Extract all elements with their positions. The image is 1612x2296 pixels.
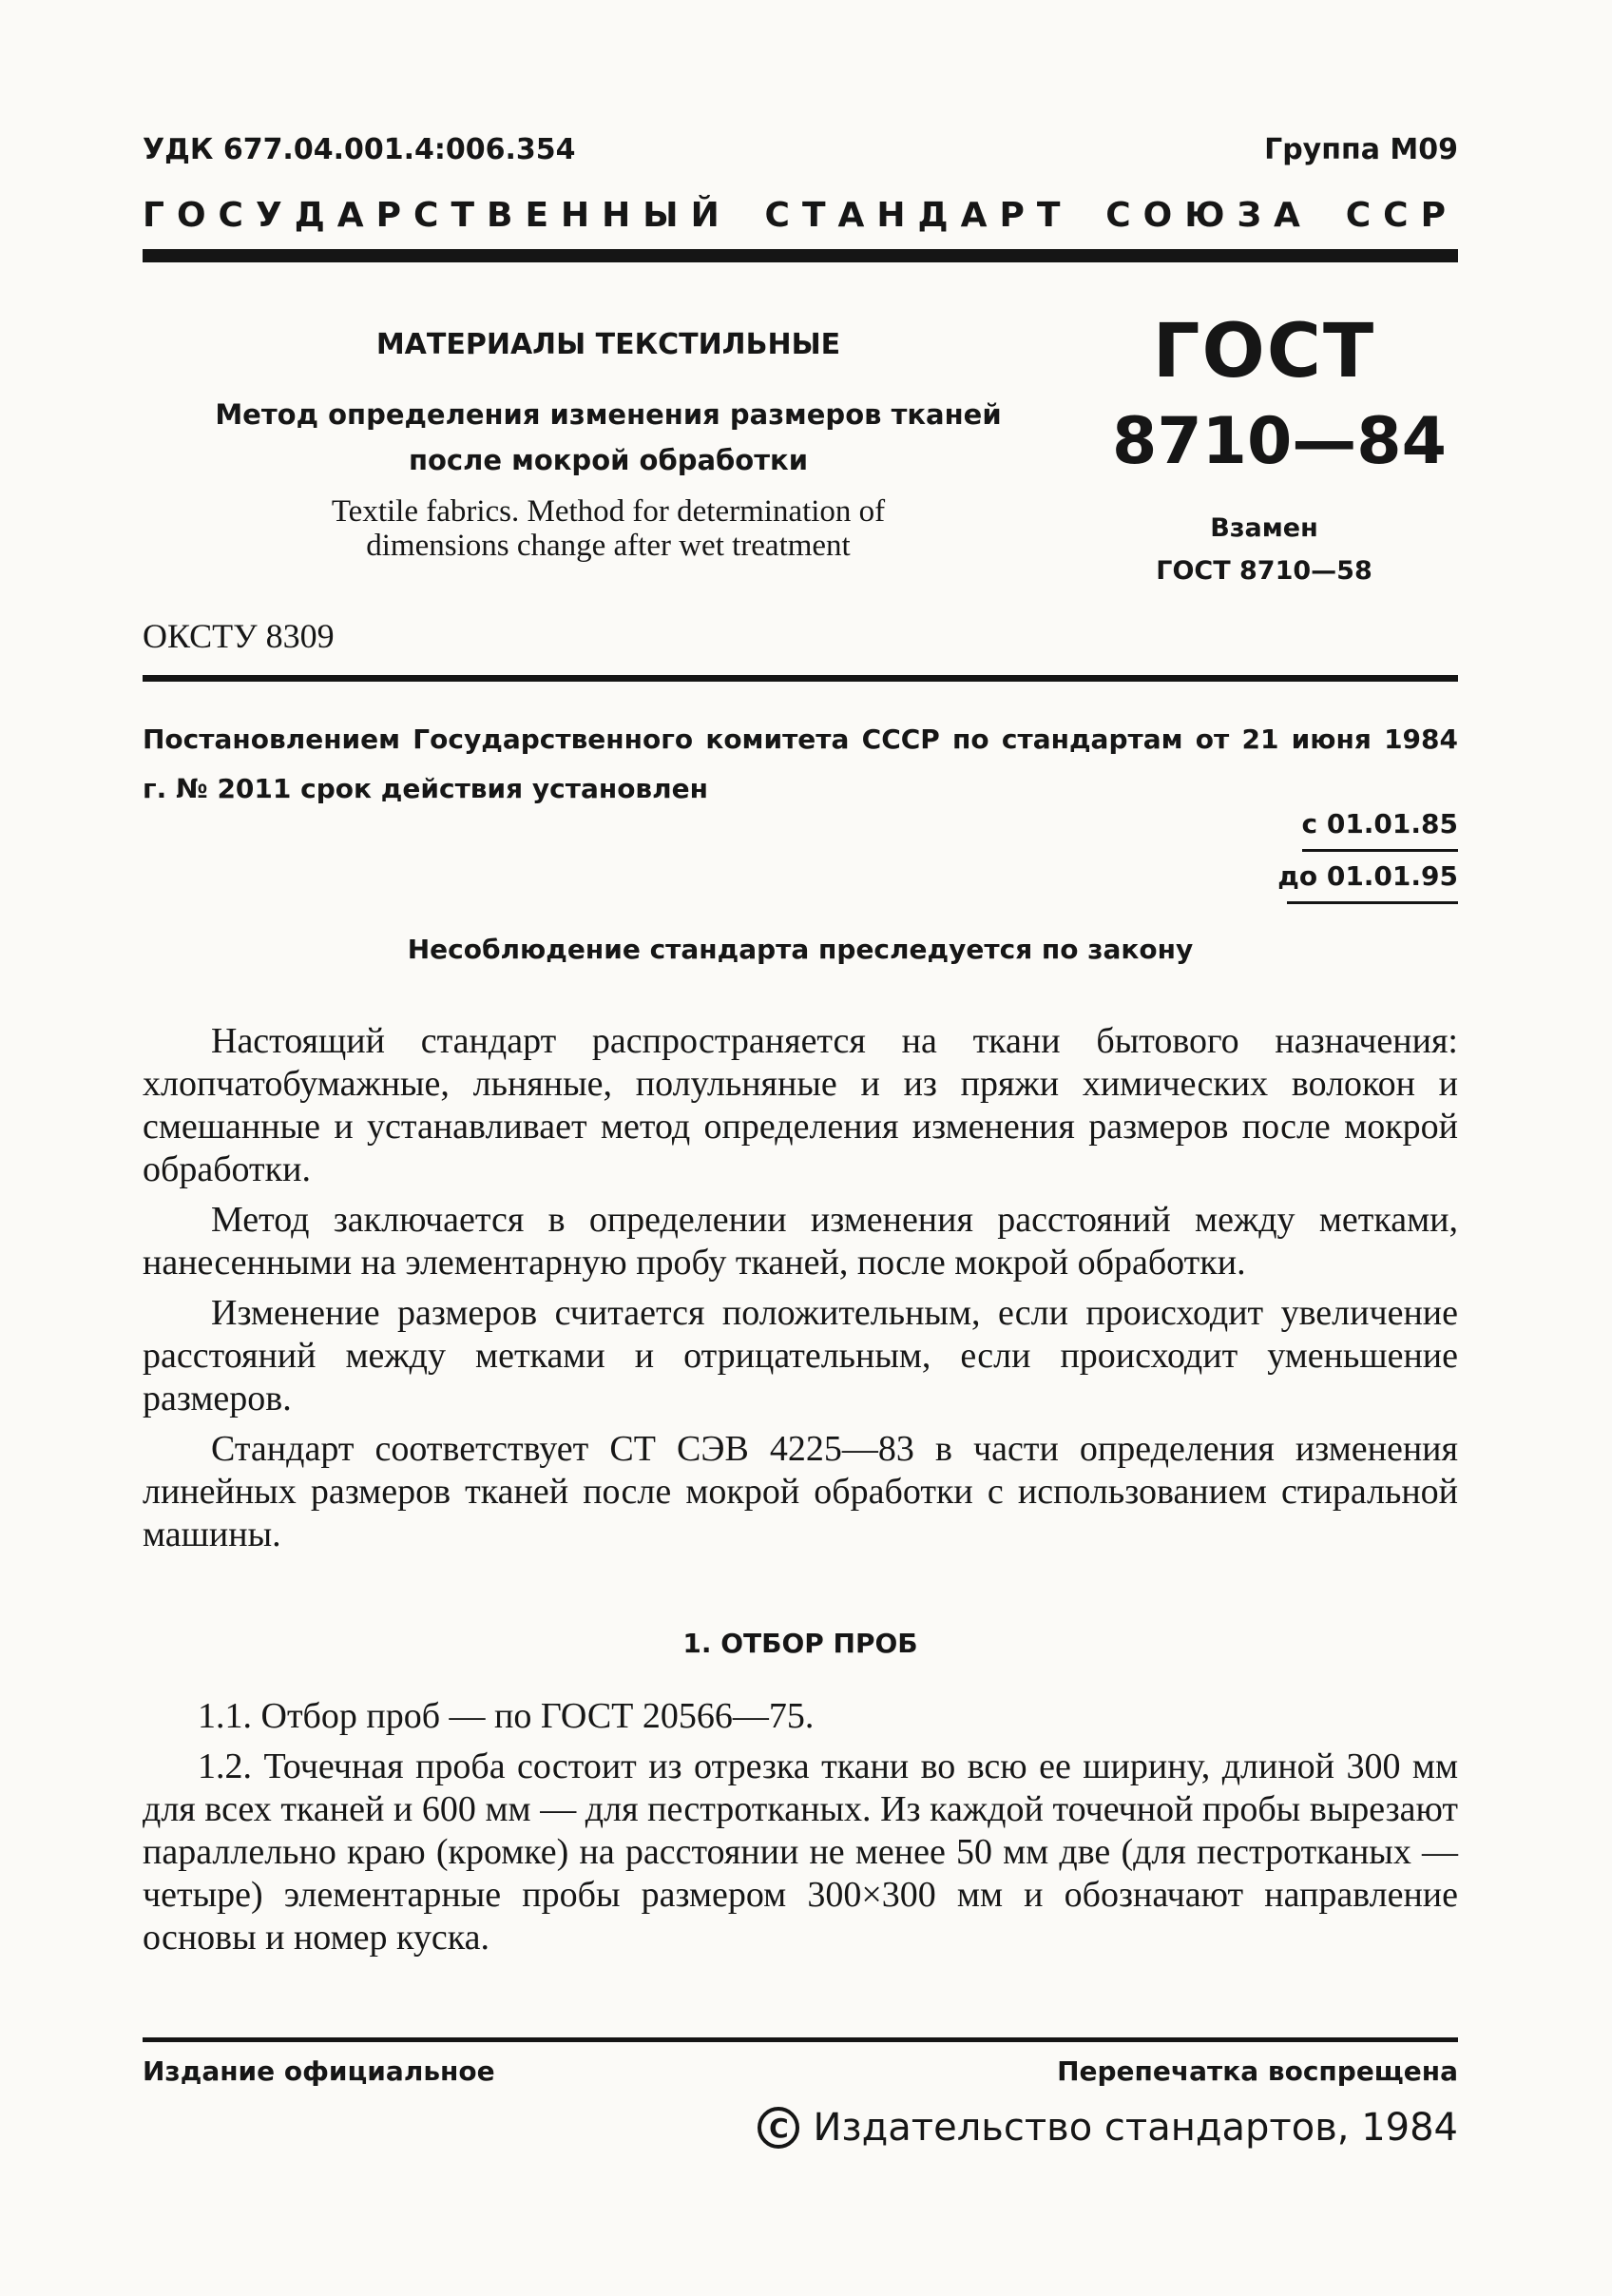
intro-text [143, 1020, 1458, 1564]
state-word-2: СТАНДАРТ [764, 196, 1073, 235]
valid-until-underline [1287, 901, 1458, 904]
footer-rule [143, 2037, 1458, 2042]
subtitle-line-2: после мокрой обработки [408, 444, 809, 476]
state-word-3: СОЮЗА [1105, 196, 1313, 235]
section-paragraph: 1.1. Отбор проб — по ГОСТ 20566—75. [198, 1696, 815, 1736]
header-rule [143, 249, 1458, 262]
reprint-prohibited: Перепечатка воспрещена [1057, 2055, 1458, 2087]
state-standard-heading [143, 196, 1458, 235]
udk-code: УДК 677.04.001.4:006.354 [143, 133, 576, 166]
official-edition: Издание официальное [143, 2055, 495, 2087]
decree-text: Постановлением Государственного комитета СССР по стандартам от 21 июня 1984 г. № 2011 срок действия установлен [143, 724, 1458, 804]
intro-paragraph: Стандарт соответствует СТ СЭВ 4225—83 в части определения изменения линейных размеров тканей после мокрой обработки с использованием стиральной машины. [143, 1429, 1458, 1554]
valid-until: до 01.01.95 [1277, 860, 1458, 892]
publisher-line [758, 2106, 1458, 2150]
gost-label: ГОСТ [1152, 309, 1376, 395]
gost-number: 8710—84 [1112, 404, 1447, 479]
english-line-2: dimensions change after wet treatment [366, 529, 851, 563]
title-english [190, 494, 1027, 563]
subtitle-line-1: Метод определения изменения размеров тканей [215, 398, 1002, 431]
replaces-value: ГОСТ 8710—58 [1156, 556, 1372, 586]
publisher-name: Издательство стандартов, 1984 [813, 2106, 1458, 2150]
legal-warning: Несоблюдение стандарта преследуется по закону [407, 934, 1194, 965]
valid-from-underline [1302, 849, 1458, 852]
state-word-4: ССР [1345, 196, 1458, 235]
title-rule [143, 675, 1458, 682]
section-text [143, 1695, 1458, 1967]
okstu-code: ОКСТУ 8309 [143, 617, 335, 655]
state-word-1: ГОСУДАРСТВЕННЫЙ [143, 196, 732, 235]
title-subtitle [190, 392, 1027, 483]
replaces-label: Взамен [1210, 513, 1318, 543]
section-title: 1. ОТБОР ПРОБ [682, 1628, 918, 1659]
intro-paragraph: Метод заключается в определении изменения расстояний между метками, нанесенными на элементарную пробу тканей, после мокрой обработки. [143, 1200, 1458, 1283]
group-code: Группа М09 [1264, 133, 1458, 166]
copyright-icon: C [758, 2107, 799, 2149]
intro-paragraph: Изменение размеров считается положительным, если происходит увеличение расстояний между метками и отрицательным, если происходит уменьшение размеров. [143, 1293, 1458, 1418]
english-line-1: Textile fabrics. Method for determination of [331, 494, 886, 529]
intro-paragraph: Настоящий стандарт распространяется на ткани бытового назначения: хлопчатобумажные, льняные, полульняные и из пряжи химических волокон и смешанные и устанавливает метод определения изменения размеров после мокрой обработки. [143, 1021, 1458, 1189]
valid-from: с 01.01.85 [1301, 808, 1458, 839]
section-paragraph: 1.2. Точечная проба состоит из отрезка ткани во всю ее ширину, длиной 300 мм для всех тканей и 600 мм — для пестротканых. Из каждой точечной пробы вырезают параллельно краю (кромке) на расстоянии не менее 50 мм две (для пестротканых — четыре) элементарные пробы размером 300×300 мм и обозначают направление основы и номер куска. [143, 1746, 1458, 1958]
title-main: МАТЕРИАЛЫ ТЕКСТИЛЬНЫЕ [375, 328, 841, 361]
